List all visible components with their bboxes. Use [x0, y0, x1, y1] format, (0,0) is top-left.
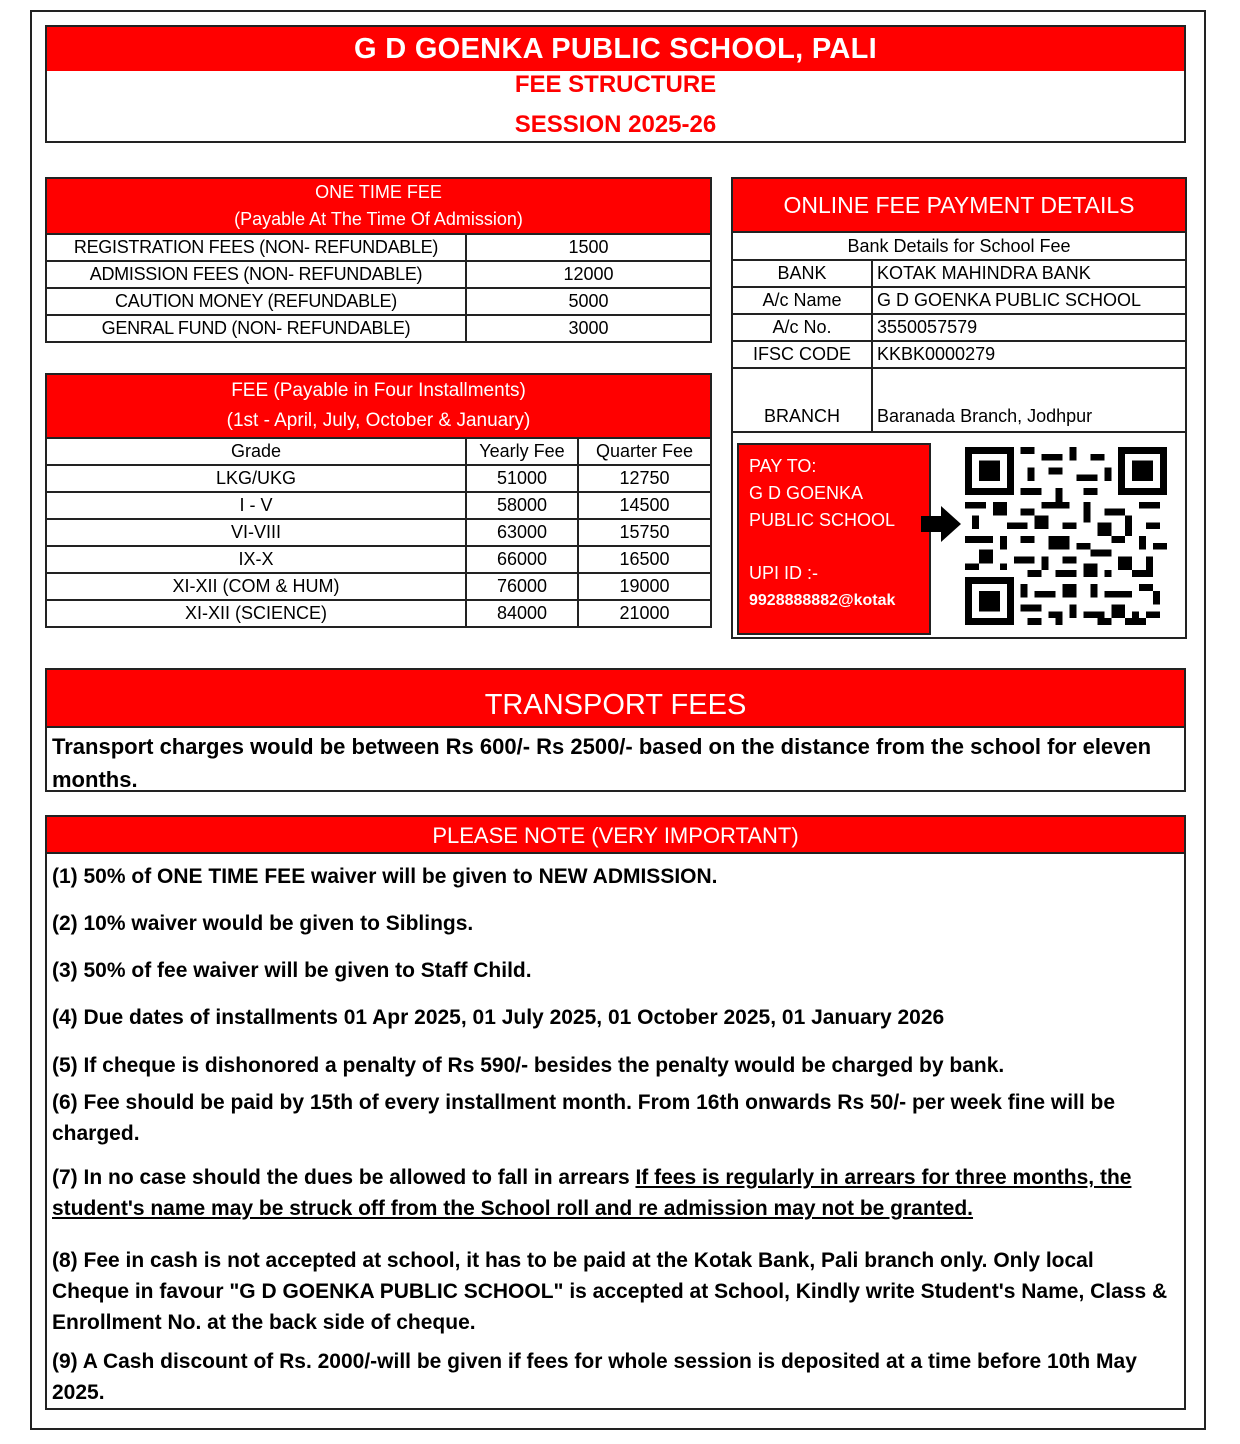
quarter-fee-cell: 21000 [578, 600, 711, 627]
note-item: (2) 10% waiver would be given to Siblings. [52, 912, 474, 935]
table-row [46, 546, 711, 573]
note-item: (6) Fee should be paid by 15th of every installment month. From 16th onwards Rs 50/- per week fine will be charged. [52, 1091, 1116, 1145]
quarter-fee-cell: 16500 [578, 546, 711, 573]
document-header [45, 25, 1186, 143]
table-row [732, 368, 1186, 432]
note-item: (8) Fee in cash is not accepted at school, it has to be paid at the Kotak Bank, Pali branch only. Only local Cheque in favour "G D GOENKA PUBLIC SCHOOL" is accepted at School, Kindly write Student's Name, Class & Enrollment No. at the back side of cheque. [52, 1249, 1168, 1334]
fee-amount: 1500 [466, 234, 711, 261]
table-row [46, 573, 711, 600]
yearly-fee-cell: 51000 [466, 465, 578, 492]
yearly-fee-cell: 84000 [466, 600, 578, 627]
table-row [46, 315, 711, 342]
account-number-label: A/c No. [732, 314, 872, 341]
note-item: (5) If cheque is dishonored a penalty of Rs 590/- besides the penalty would be charged by bank. [52, 1054, 1005, 1077]
note-item: (4) Due dates of installments 01 Apr 2025, 01 July 2025, 01 October 2025, 01 January 2026 [52, 1006, 945, 1029]
fee-amount: 12000 [466, 261, 711, 288]
session-title: SESSION 2025-26 [514, 111, 717, 138]
branch-label: BRANCH [732, 368, 872, 432]
fee-amount: 3000 [466, 315, 711, 342]
arrow-right-icon [921, 504, 963, 544]
account-name-label: A/c Name [732, 287, 872, 314]
fee-label: ADMISSION FEES (NON- REFUNDABLE) [46, 261, 466, 288]
bank-details-heading: Bank Details for School Fee [732, 232, 1186, 260]
table-row [46, 492, 711, 519]
grade-cell: VI-VIII [46, 519, 466, 546]
school-name: G D GOENKA PUBLIC SCHOOL, PALI [47, 27, 1184, 71]
transport-fees-title: TRANSPORT FEES [47, 670, 1184, 728]
account-name-value: G D GOENKA PUBLIC SCHOOL [872, 287, 1186, 314]
account-number-value: 3550057579 [872, 314, 1186, 341]
note-text: (7) In no case should the dues be allowed to fall in arrears [52, 1166, 636, 1189]
installment-fee-header [46, 374, 711, 438]
installment-fee-subtitle: (1st - April, July, October & January) [226, 410, 531, 431]
important-notes-section [45, 815, 1186, 1410]
payee-name-line1: G D GOENKA [749, 483, 864, 503]
quarter-fee-cell: 12750 [578, 465, 711, 492]
pay-to-label: PAY TO: [749, 456, 817, 476]
notes-title: PLEASE NOTE (VERY IMPORTANT) [47, 817, 1184, 854]
one-time-fee-title: ONE TIME FEE [315, 182, 442, 202]
column-header-quarter-fee: Quarter Fee [578, 438, 711, 465]
transport-fees-section [45, 668, 1186, 792]
note-item: (1) 50% of ONE TIME FEE waiver will be given to NEW ADMISSION. [52, 865, 718, 888]
transport-fees-text: Transport charges would be between Rs 600/- Rs 2500/- based on the distance from the school for eleven months. [52, 734, 1152, 792]
note-item [52, 1162, 1176, 1224]
one-time-fee-subtitle: (Payable At The Time Of Admission) [234, 209, 523, 229]
table-row [46, 234, 711, 261]
table-row [732, 287, 1186, 314]
fee-structure-title: FEE STRUCTURE [514, 71, 717, 98]
table-row [46, 288, 711, 315]
yearly-fee-cell: 63000 [466, 519, 578, 546]
quarter-fee-cell: 14500 [578, 492, 711, 519]
bank-label: BANK [732, 260, 872, 287]
qr-code-icon [965, 447, 1167, 625]
fee-label: GENRAL FUND (NON- REFUNDABLE) [46, 315, 466, 342]
note-item: (3) 50% of fee waiver will be given to Staff Child. [52, 959, 532, 982]
one-time-fee-header [46, 178, 711, 234]
table-row [732, 260, 1186, 287]
grade-cell: XI-XII (SCIENCE) [46, 600, 466, 627]
upi-id-value: 9928888882@kotak [749, 592, 896, 609]
upi-pay-to-box [737, 443, 931, 635]
ifsc-value: KKBK0000279 [872, 341, 1186, 368]
table-row [732, 341, 1186, 368]
quarter-fee-cell: 19000 [578, 573, 711, 600]
online-payment-panel [731, 177, 1187, 639]
table-row [46, 519, 711, 546]
grade-cell: LKG/UKG [46, 465, 466, 492]
fee-label: REGISTRATION FEES (NON- REFUNDABLE) [46, 234, 466, 261]
column-header-grade: Grade [46, 438, 466, 465]
grade-cell: I - V [46, 492, 466, 519]
quarter-fee-cell: 15750 [578, 519, 711, 546]
fee-amount: 5000 [466, 288, 711, 315]
installment-fee-table [45, 373, 712, 628]
column-header-yearly-fee: Yearly Fee [466, 438, 578, 465]
branch-value: Baranada Branch, Jodhpur [872, 368, 1186, 432]
bank-value: KOTAK MAHINDRA BANK [872, 260, 1186, 287]
table-row [46, 261, 711, 288]
table-row [46, 465, 711, 492]
note-underlined-text: If fees is regularly in arrears for three months, the student's name may be struck off from the School roll and re admission may not be granted. [52, 1166, 1132, 1220]
table-row [46, 600, 711, 627]
ifsc-label: IFSC CODE [732, 341, 872, 368]
installment-fee-title: FEE (Payable in Four Installments) [231, 380, 526, 401]
table-row [732, 314, 1186, 341]
one-time-fee-table [45, 177, 712, 343]
online-payment-title: ONLINE FEE PAYMENT DETAILS [733, 179, 1185, 233]
table-header-row [46, 438, 711, 465]
note-item: (9) A Cash discount of Rs. 2000/-will be given if fees for whole session is deposited at a time before 10th May 2025. [52, 1350, 1137, 1404]
yearly-fee-cell: 76000 [466, 573, 578, 600]
grade-cell: XI-XII (COM & HUM) [46, 573, 466, 600]
payee-name-line2: PUBLIC SCHOOL [749, 510, 896, 530]
grade-cell: IX-X [46, 546, 466, 573]
yearly-fee-cell: 66000 [466, 546, 578, 573]
yearly-fee-cell: 58000 [466, 492, 578, 519]
upi-id-label: UPI ID :- [749, 563, 819, 583]
fee-label: CAUTION MONEY (REFUNDABLE) [46, 288, 466, 315]
